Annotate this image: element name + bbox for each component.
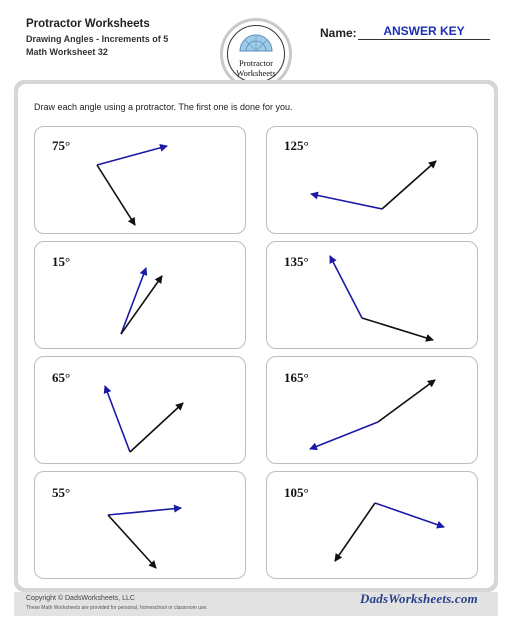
worksheet-id: Math Worksheet 32 — [26, 47, 108, 57]
blue-ray — [310, 422, 378, 449]
angle-label-4: 135° — [284, 254, 309, 269]
answer-key-field: ANSWER KEY — [358, 24, 490, 40]
angle-drawing-1 — [97, 146, 167, 225]
angle-drawing-4 — [330, 256, 433, 340]
badge-text-line1: Protractor — [239, 58, 273, 68]
angle-drawing-2 — [311, 161, 436, 209]
instructions-text: Draw each angle using a protractor. The first one is done for you. — [34, 102, 293, 112]
angle-label-8: 105° — [284, 485, 309, 500]
blue-ray — [121, 268, 146, 334]
angle-label-6: 165° — [284, 370, 309, 385]
blue-ray — [375, 503, 444, 527]
black-ray — [130, 403, 183, 452]
black-ray — [362, 318, 433, 340]
black-ray — [382, 161, 436, 209]
badge-text-line2: Worksheets — [236, 68, 276, 78]
angle-label-7: 55° — [52, 485, 71, 500]
usage-note: These Math Worksheets are provided for personal, homeschool or classroom use. — [26, 605, 208, 611]
blue-ray — [311, 194, 382, 209]
blue-ray — [105, 386, 130, 452]
angle-label-2: 125° — [284, 138, 309, 153]
angle-drawing-5 — [105, 386, 183, 452]
angle-drawing-3 — [121, 268, 162, 334]
angle-label-1: 75° — [52, 138, 71, 153]
angle-label-5: 65° — [52, 370, 71, 385]
dadsworksheets-logo: DadsWorksheets.com — [360, 591, 478, 606]
black-ray — [335, 503, 375, 561]
angle-drawing-8 — [335, 503, 444, 561]
copyright-text: Copyright © DadsWorksheets, LLC — [26, 595, 135, 602]
black-ray — [97, 165, 135, 225]
blue-ray — [330, 256, 362, 318]
worksheet-subtitle: Drawing Angles - Increments of 5 — [26, 34, 169, 44]
angle-label-3: 15° — [52, 254, 71, 269]
blue-ray — [108, 508, 181, 515]
black-ray — [378, 380, 435, 422]
angle-drawing-6 — [310, 380, 435, 449]
black-ray — [121, 276, 162, 334]
name-label: Name: — [320, 26, 357, 40]
angle-drawing-7 — [108, 508, 181, 568]
worksheet-title: Protractor Worksheets — [26, 18, 150, 30]
black-ray — [108, 515, 156, 568]
blue-ray — [97, 146, 167, 165]
